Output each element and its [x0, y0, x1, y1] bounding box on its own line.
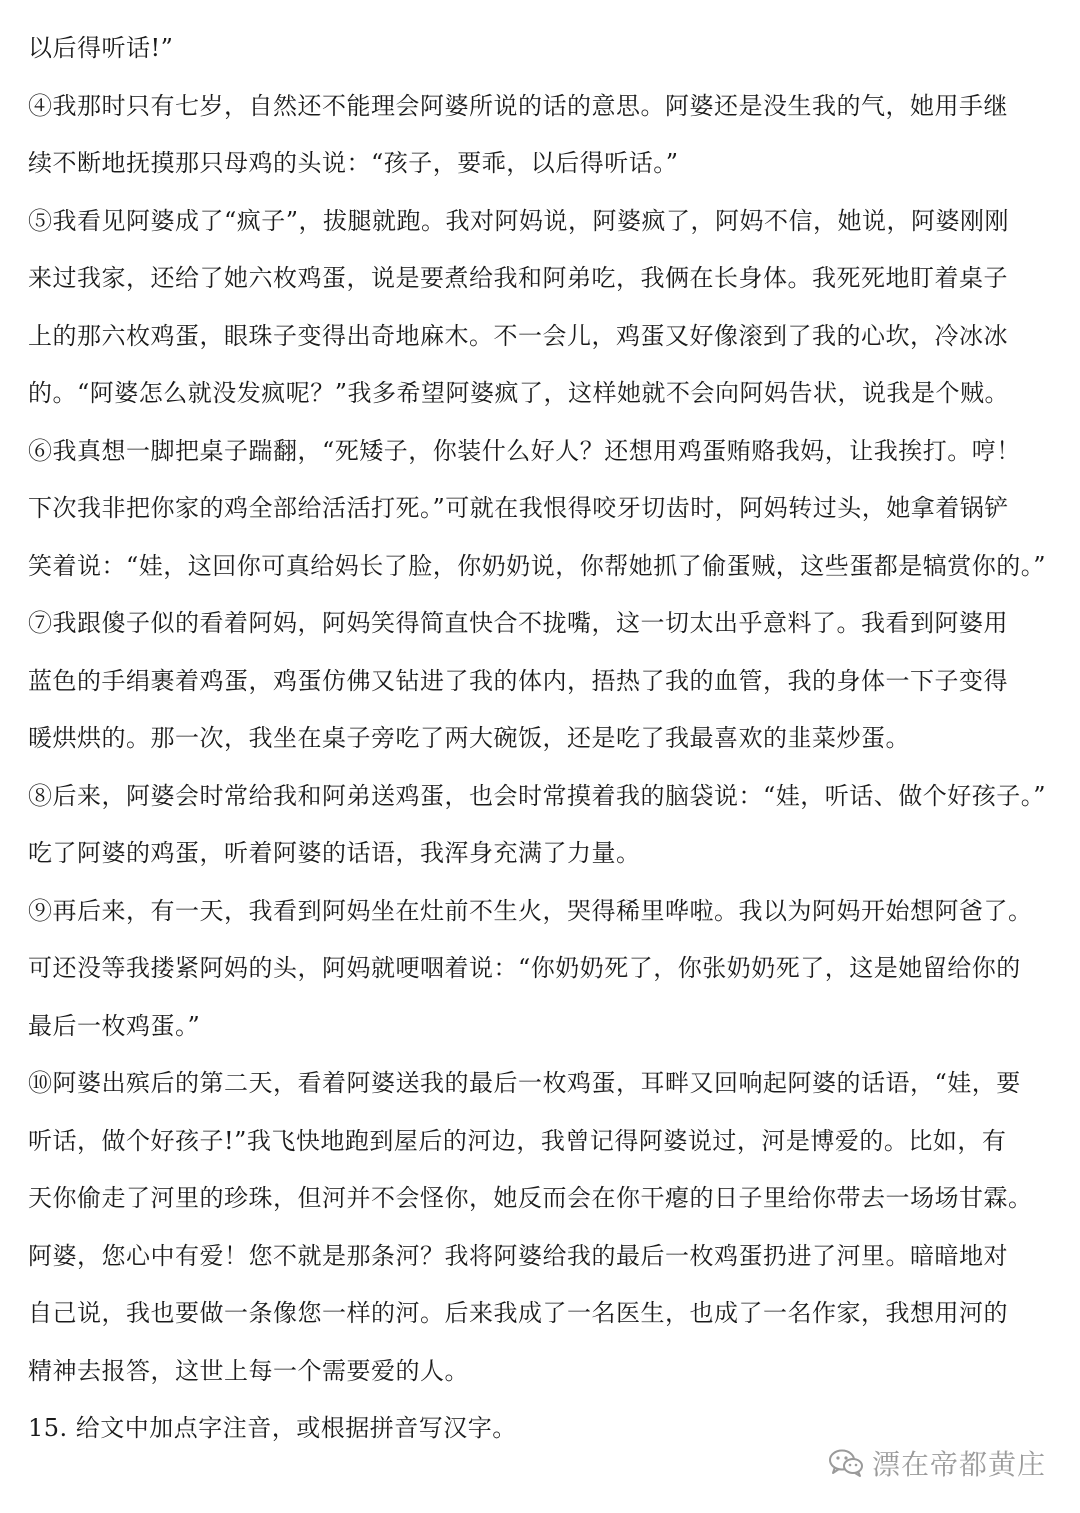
paragraph-10-line: ⑩阿婆出殡后的第二天，看着阿婆送我的最后一枚鸡蛋，耳畔又回响起阿婆的话语，“娃，要 — [28, 1069, 1021, 1097]
text-line: 笑着说：“娃，这回你可真给妈长了脸，你奶奶说，你帮她抓了偷蛋贼，这些蛋都是犒赏你的。” — [28, 551, 1047, 580]
paragraph-9-line: ⑨再后来，有一天，我看到阿妈坐在灶前不生火，哭得稀里哗啦。我以为阿妈开始想阿爸了。 — [28, 896, 1033, 925]
text-line: 吃了阿婆的鸡蛋，听着阿婆的话语，我浑身充满了力量。 — [28, 839, 641, 867]
text-line: 可还没等我搂紧阿妈的头，阿妈就哽咽着说：“你奶奶死了，你张奶奶死了，这是她留给你的 — [28, 954, 1021, 982]
paragraph-5-line: ⑤我看见阿婆成了“疯子”，拔腿就跑。我对阿妈说，阿婆疯了，阿妈不信，她说，阿婆刚刚 — [28, 206, 1010, 235]
text-line: 续不断地抚摸那只母鸡的头说：“孩子，要乖，以后得听话。” — [28, 149, 679, 177]
text-line: 下次我非把你家的鸡全部给活活打死。”可就在我恨得咬牙切齿时，阿妈转过头，她拿着锅铲 — [28, 494, 1009, 522]
text-line: 自己说，我也要做一条像您一样的河。后来我成了一名医生，也成了一名作家，我想用河的 — [28, 1299, 1008, 1327]
article-body — [28, 20, 1052, 1458]
text-line: 的。“阿婆怎么就没发疯呢？”我多希望阿婆疯了，这样她就不会向阿妈告状，说我是个贼。 — [28, 379, 1010, 407]
text-line: 以后得听话!” — [28, 34, 174, 62]
text-line: 天你偷走了河里的珍珠，但河并不会怪你，她反而会在你干瘪的日子里给你带去一场场甘霖。 — [28, 1184, 1033, 1212]
text-line: 暖烘烘的。那一次，我坐在桌子旁吃了两大碗饭，还是吃了我最喜欢的韭菜炒蛋。 — [28, 724, 910, 752]
text-line: 上的那六枚鸡蛋，眼珠子变得出奇地麻木。不一会儿，鸡蛋又好像滚到了我的心坎，冷冰冰 — [28, 321, 1008, 350]
text-line: 精神去报答，这世上每一个需要爱的人。 — [28, 1356, 469, 1385]
watermark-text: 漂在帝都黄庄 — [871, 1448, 1046, 1481]
paragraph-8-line: ⑧后来，阿婆会时常给我和阿弟送鸡蛋，也会时常摸着我的脑袋说：“娃，听话、做个好孩子。” — [28, 781, 1047, 810]
watermark — [828, 1443, 1046, 1483]
text-line: 阿婆，您心中有爱！您不就是那条河？我将阿婆给我的最后一枚鸡蛋扔进了河里。暗暗地对 — [28, 1241, 1008, 1270]
question-15: 15. 给文中加点字注音，或根据拼音写汉字。 — [28, 1414, 517, 1442]
paragraph-4-line: ④我那时只有七岁，自然还不能理会阿婆所说的话的意思。阿婆还是没生我的气，她用手继 — [28, 91, 1008, 120]
text-line: 听话，做个好孩子!”我飞快地跑到屋后的河边，我曾记得阿婆说过，河是博爱的。比如，有 — [28, 1126, 1007, 1155]
paragraph-6-line: ⑥我真想一脚把桌子踹翻，“死矮子，你装什么好人？还想用鸡蛋贿赂我妈，让我挨打。哼！ — [28, 436, 1021, 465]
text-line: 最后一枚鸡蛋。” — [28, 1011, 201, 1040]
text-line: 蓝色的手绢裹着鸡蛋，鸡蛋仿佛又钻进了我的体内，捂热了我的血管，我的身体一下子变得 — [28, 666, 1008, 695]
text-line: 来过我家，还给了她六枚鸡蛋，说是要煮给我和阿弟吃，我俩在长身体。我死死地盯着桌子 — [28, 264, 1008, 292]
wechat-icon — [828, 1448, 864, 1478]
paragraph-7-line: ⑦我跟傻子似的看着阿妈，阿妈笑得简直快合不拢嘴，这一切太出乎意料了。我看到阿婆用 — [28, 609, 1008, 637]
